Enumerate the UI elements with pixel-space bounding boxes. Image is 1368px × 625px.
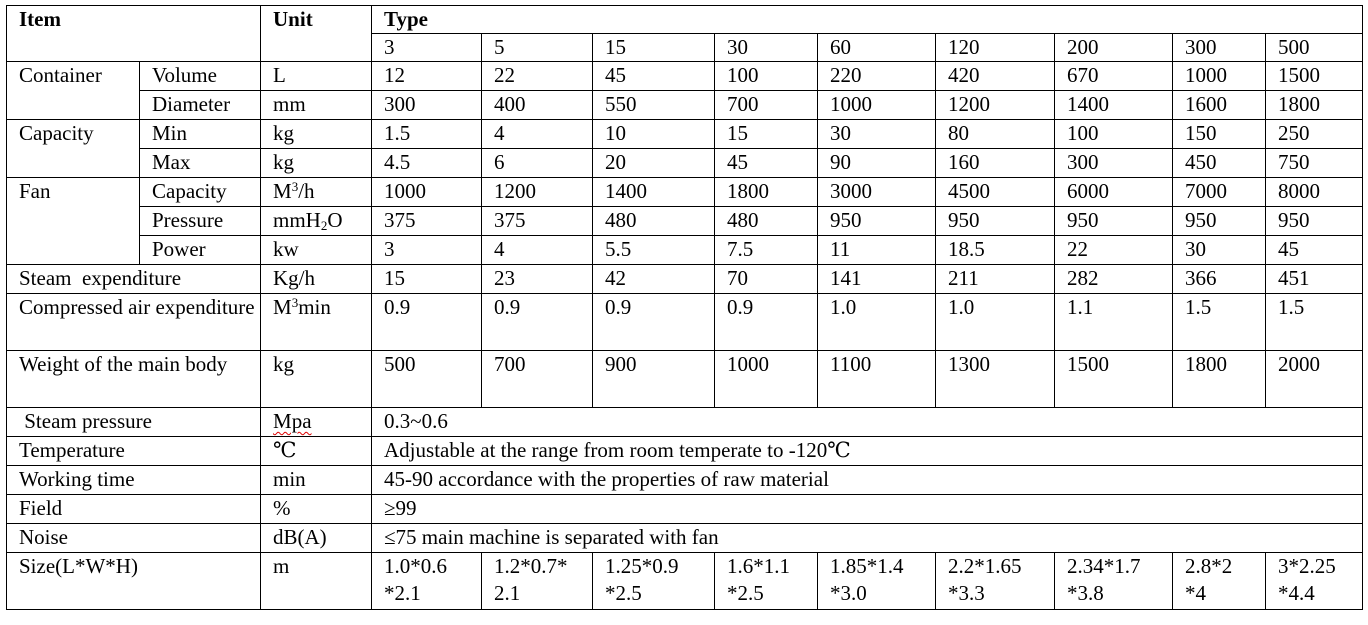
- min-unit: kg: [261, 120, 372, 149]
- value-cell: 211: [936, 265, 1055, 294]
- steam-pressure-row: [7, 408, 1363, 437]
- value-cell: 1100: [818, 351, 936, 408]
- value-cell: 0.9: [482, 294, 593, 351]
- value-cell: 1500: [1266, 62, 1363, 91]
- value-cell: 400: [482, 91, 593, 120]
- value-cell: 1800: [715, 178, 818, 207]
- value-cell: 11: [818, 236, 936, 265]
- size-label: Size(L*W*H): [7, 553, 261, 610]
- fan-pressure-unit: mmH$_2$O: [261, 207, 372, 236]
- value-cell: 0.9: [593, 294, 715, 351]
- value-cell: 1000: [1173, 62, 1266, 91]
- value-cell: 1.1: [1055, 294, 1173, 351]
- value-cell: 45: [593, 62, 715, 91]
- size-cell: 1.2*0.7* 2.1: [482, 553, 593, 610]
- steam-pressure-value: 0.3~0.6: [372, 408, 1363, 437]
- working-time-value: 45-90 accordance with the properties of raw material: [372, 466, 1363, 495]
- field-value: ≥99: [372, 495, 1363, 524]
- compressed-air-row: [7, 294, 1363, 351]
- value-cell: 22: [482, 62, 593, 91]
- weight-row: [7, 351, 1363, 408]
- value-cell: 1200: [482, 178, 593, 207]
- compressed-air-unit: $M^3\min$: [261, 294, 372, 351]
- field-label: Field: [7, 495, 261, 524]
- header-type: Type: [372, 6, 1363, 34]
- value-cell: 141: [818, 265, 936, 294]
- type-cell: 500: [1266, 34, 1363, 62]
- value-cell: 45: [1266, 236, 1363, 265]
- value-cell: 0.9: [372, 294, 482, 351]
- value-cell: 282: [1055, 265, 1173, 294]
- temperature-value: Adjustable at the range from room temperate to -120℃: [372, 437, 1363, 466]
- value-cell: 1200: [936, 91, 1055, 120]
- value-cell: 450: [1173, 149, 1266, 178]
- volume-unit: L: [261, 62, 372, 91]
- value-cell: 4500: [936, 178, 1055, 207]
- value-cell: 900: [593, 351, 715, 408]
- diameter-unit: mm: [261, 91, 372, 120]
- value-cell: 7000: [1173, 178, 1266, 207]
- size-unit: m: [261, 553, 372, 610]
- value-cell: 1600: [1173, 91, 1266, 120]
- value-cell: 3000: [818, 178, 936, 207]
- type-cell: 30: [715, 34, 818, 62]
- value-cell: 6: [482, 149, 593, 178]
- type-cell: 120: [936, 34, 1055, 62]
- value-cell: 700: [715, 91, 818, 120]
- fan-power-row: [7, 236, 1363, 265]
- value-cell: 90: [818, 149, 936, 178]
- weight-unit: kg: [261, 351, 372, 408]
- type-cell: 5: [482, 34, 593, 62]
- spec-table: [6, 5, 1363, 610]
- steam-expenditure-unit: Kg/h: [261, 265, 372, 294]
- value-cell: 30: [1173, 236, 1266, 265]
- value-cell: 950: [1173, 207, 1266, 236]
- container-diameter-row: [7, 91, 1363, 120]
- value-cell: 1.5: [1266, 294, 1363, 351]
- steam-expenditure-label: Steam expenditure: [7, 265, 261, 294]
- type-cell: 3: [372, 34, 482, 62]
- compressed-air-label: Compressed air expenditure: [7, 294, 261, 351]
- value-cell: 30: [818, 120, 936, 149]
- size-cell: 2.34*1.7 *3.8: [1055, 553, 1173, 610]
- value-cell: 100: [1055, 120, 1173, 149]
- size-cell: 1.6*1.1 *2.5: [715, 553, 818, 610]
- fan-power-label: Power: [140, 236, 261, 265]
- max-label: Max: [140, 149, 261, 178]
- type-cell: 15: [593, 34, 715, 62]
- working-time-row: [7, 466, 1363, 495]
- type-cell: 300: [1173, 34, 1266, 62]
- capacity-max-row: [7, 149, 1363, 178]
- type-cell: 60: [818, 34, 936, 62]
- value-cell: 45: [715, 149, 818, 178]
- steam-expenditure-row: [7, 265, 1363, 294]
- value-cell: 15: [372, 265, 482, 294]
- noise-row: [7, 524, 1363, 553]
- temperature-label: Temperature: [7, 437, 261, 466]
- value-cell: 700: [482, 351, 593, 408]
- min-label: Min: [140, 120, 261, 149]
- volume-label: Volume: [140, 62, 261, 91]
- container-label: Container: [7, 62, 140, 120]
- value-cell: 1300: [936, 351, 1055, 408]
- value-cell: 1400: [593, 178, 715, 207]
- value-cell: 950: [1055, 207, 1173, 236]
- value-cell: 420: [936, 62, 1055, 91]
- temperature-unit: ℃: [261, 437, 372, 466]
- value-cell: 950: [818, 207, 936, 236]
- value-cell: 1.5: [372, 120, 482, 149]
- steam-pressure-label: Steam pressure: [7, 408, 261, 437]
- size-cell: 2.8*2 *4: [1173, 553, 1266, 610]
- fan-label: Fan: [7, 178, 140, 265]
- value-cell: 70: [715, 265, 818, 294]
- header-row: [7, 6, 1363, 34]
- value-cell: 20: [593, 149, 715, 178]
- value-cell: 22: [1055, 236, 1173, 265]
- value-cell: 451: [1266, 265, 1363, 294]
- value-cell: 4: [482, 236, 593, 265]
- value-cell: 950: [936, 207, 1055, 236]
- value-cell: 480: [715, 207, 818, 236]
- value-cell: 1000: [818, 91, 936, 120]
- value-cell: 1.0: [936, 294, 1055, 351]
- value-cell: 1800: [1173, 351, 1266, 408]
- capacity-label: Capacity: [7, 120, 140, 178]
- value-cell: 12: [372, 62, 482, 91]
- value-cell: 950: [1266, 207, 1363, 236]
- weight-label: Weight of the main body: [7, 351, 261, 408]
- value-cell: 1400: [1055, 91, 1173, 120]
- value-cell: 250: [1266, 120, 1363, 149]
- value-cell: 670: [1055, 62, 1173, 91]
- value-cell: 220: [818, 62, 936, 91]
- value-cell: 3: [372, 236, 482, 265]
- value-cell: 500: [372, 351, 482, 408]
- size-cell: 1.85*1.4 *3.0: [818, 553, 936, 610]
- size-cell: 1.0*0.6 *2.1: [372, 553, 482, 610]
- value-cell: 4.5: [372, 149, 482, 178]
- diameter-label: Diameter: [140, 91, 261, 120]
- fan-pressure-label: Pressure: [140, 207, 261, 236]
- size-cell: 2.2*1.65 *3.3: [936, 553, 1055, 610]
- value-cell: 1800: [1266, 91, 1363, 120]
- value-cell: 480: [593, 207, 715, 236]
- fan-capacity-label: Capacity: [140, 178, 261, 207]
- value-cell: 7.5: [715, 236, 818, 265]
- type-cell: 200: [1055, 34, 1173, 62]
- noise-unit: dB(A): [261, 524, 372, 553]
- value-cell: 375: [372, 207, 482, 236]
- working-time-unit: min: [261, 466, 372, 495]
- value-cell: 300: [372, 91, 482, 120]
- value-cell: 23: [482, 265, 593, 294]
- steam-pressure-unit: Mpa: [261, 408, 372, 437]
- fan-capacity-row: [7, 178, 1363, 207]
- value-cell: 5.5: [593, 236, 715, 265]
- noise-label: Noise: [7, 524, 261, 553]
- temperature-row: [7, 437, 1363, 466]
- size-cell: 1.25*0.9 *2.5: [593, 553, 715, 610]
- working-time-label: Working time: [7, 466, 261, 495]
- value-cell: 0.9: [715, 294, 818, 351]
- fan-power-unit: kw: [261, 236, 372, 265]
- value-cell: 10: [593, 120, 715, 149]
- value-cell: 1000: [715, 351, 818, 408]
- fan-pressure-row: [7, 207, 1363, 236]
- noise-value: ≤75 main machine is separated with fan: [372, 524, 1363, 553]
- value-cell: 150: [1173, 120, 1266, 149]
- value-cell: 1.0: [818, 294, 936, 351]
- capacity-min-row: [7, 120, 1363, 149]
- size-cell: 3*2.25 *4.4: [1266, 553, 1363, 610]
- value-cell: 550: [593, 91, 715, 120]
- value-cell: 2000: [1266, 351, 1363, 408]
- value-cell: 160: [936, 149, 1055, 178]
- value-cell: 4: [482, 120, 593, 149]
- value-cell: 366: [1173, 265, 1266, 294]
- value-cell: 1500: [1055, 351, 1173, 408]
- value-cell: 100: [715, 62, 818, 91]
- value-cell: 1.5: [1173, 294, 1266, 351]
- value-cell: 375: [482, 207, 593, 236]
- field-unit: %: [261, 495, 372, 524]
- fan-capacity-unit: $M^3/h$: [261, 178, 372, 207]
- value-cell: 6000: [1055, 178, 1173, 207]
- header-unit: Unit: [261, 6, 372, 62]
- header-item: Item: [7, 6, 261, 62]
- value-cell: 42: [593, 265, 715, 294]
- value-cell: 8000: [1266, 178, 1363, 207]
- value-cell: 750: [1266, 149, 1363, 178]
- value-cell: 300: [1055, 149, 1173, 178]
- size-row: [7, 553, 1363, 610]
- value-cell: 1000: [372, 178, 482, 207]
- field-row: [7, 495, 1363, 524]
- value-cell: 15: [715, 120, 818, 149]
- value-cell: 18.5: [936, 236, 1055, 265]
- value-cell: 80: [936, 120, 1055, 149]
- max-unit: kg: [261, 149, 372, 178]
- container-volume-row: [7, 62, 1363, 91]
